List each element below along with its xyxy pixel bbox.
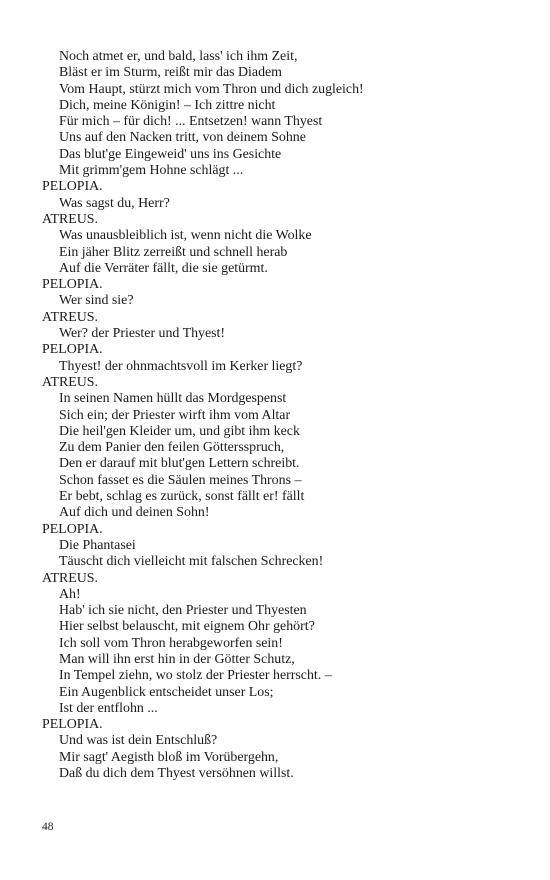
page-number: 48 [42,821,54,833]
verse-line: Sich ein; der Priester wirft ihm vom Altar [59,407,291,423]
speaker-name: ATREUS. [42,570,98,586]
verse-line: Was sagst du, Herr? [59,195,170,211]
speaker-name: PELOPIA. [42,717,103,733]
verse-line: Wer? der Priester und Thyest! [59,326,226,342]
speaker-name: PELOPIA. [42,179,103,195]
verse-line: Für mich – für dich! ... Entsetzen! wann Thyest [59,114,323,130]
verse-line: Zu dem Panier den feilen Göttersspruch, [59,440,285,456]
speaker-name: ATREUS. [42,309,98,325]
verse-line: Was unausbleiblich ist, wenn nicht die Wolke [59,228,312,244]
verse-line: Schon fasset es die Säulen meines Throns – [59,472,302,488]
speaker-name: PELOPIA. [42,521,103,537]
speaker-name: ATREUS. [42,374,98,390]
verse-line: Wer sind sie? [59,293,134,309]
verse-line: Ein jäher Blitz zerreißt und schnell herab [59,244,288,260]
verse-line: Mit grimm'gem Hohne schlägt ... [59,163,244,179]
verse-line: In Tempel ziehn, wo stolz der Priester herrscht. – [59,668,332,684]
speaker-name: PELOPIA. [42,277,103,293]
verse-line: Ist der entflohn ... [59,700,158,716]
verse-line: Uns auf den Nacken tritt, von deinem Sohne [59,130,306,146]
verse-line: Den er darauf mit blut'gen Lettern schreibt. [59,456,300,472]
verse-line: Dich, meine Königin! – Ich zittre nicht [59,97,276,113]
verse-line: Täuscht dich vielleicht mit falschen Schrecken! [59,554,324,570]
verse-line: Er bebt, schlag es zurück, sonst fällt er! fällt [59,489,305,505]
verse-line: Das blut'ge Eingeweid' uns ins Gesichte [59,146,282,162]
verse-line: Die heil'gen Kleider um, und gibt ihm keck [59,423,300,439]
verse-line: Hab' ich sie nicht, den Priester und Thyesten [59,603,307,619]
verse-line: Hier selbst belauscht, mit eignem Ohr gehört? [59,619,315,635]
verse-line: Auf dich und deinen Sohn! [59,505,210,521]
verse-line: Und was ist dein Entschluß? [59,733,218,749]
play-text [42,49,532,782]
speaker-name: PELOPIA. [42,342,103,358]
verse-line: Mir sagt' Aegisth bloß im Vorübergehn, [59,749,279,765]
verse-line: Thyest! der ohnmachtsvoll im Kerker liegt? [59,358,303,374]
verse-line: Ein Augenblick entscheidet unser Los; [59,684,274,700]
verse-line: Auf die Verräter fällt, die sie getürmt. [59,260,268,276]
verse-line: Vom Haupt, stürzt mich vom Thron und dich zugleich! [59,81,364,97]
verse-line: Bläst er im Sturm, reißt mir das Diadem [59,65,282,81]
verse-line: In seinen Namen hüllt das Mordgespenst [59,391,287,407]
verse-line: Man will ihn erst hin in der Götter Schutz, [59,651,295,667]
verse-line: Noch atmet er, und bald, lass' ich ihm Zeit, [59,49,298,64]
verse-line: Die Phantasei [59,537,136,553]
verse-line: Ah! [59,586,81,602]
speaker-name: ATREUS. [42,211,98,227]
verse-line: Ich soll vom Thron herabgeworfen sein! [59,635,283,651]
verse-line: Daß du dich dem Thyest versöhnen willst. [59,766,294,782]
